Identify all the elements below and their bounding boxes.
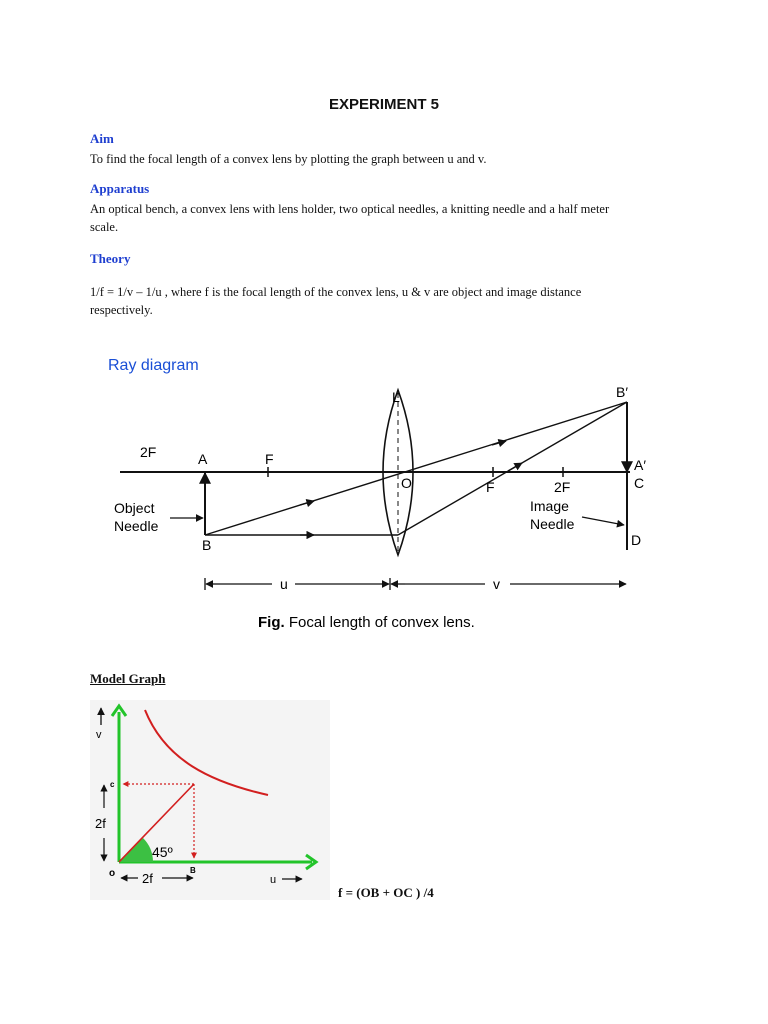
ray-diagram-figure	[90, 345, 670, 640]
figure-caption-bold: Fig.	[258, 614, 285, 631]
graph-label-angle: 45º	[152, 844, 173, 860]
label-u: u	[280, 576, 288, 592]
central-ray-arrow-1	[300, 501, 314, 505]
label-o: O	[401, 475, 412, 491]
graph-background	[90, 700, 330, 900]
label-a-prime: A′	[634, 457, 646, 473]
image-needle-label-2: Needle	[530, 516, 575, 532]
label-f-left: F	[265, 451, 274, 467]
label-v: v	[493, 576, 500, 592]
graph-label-v: v	[96, 729, 102, 741]
model-graph-heading: Model Graph	[90, 671, 166, 686]
graph-label-2f-horizontal: 2f	[142, 871, 153, 886]
aim-text: To find the focal length of a convex lens by plotting the graph between u and v.	[90, 152, 487, 166]
label-b-prime: B′	[616, 384, 628, 400]
label-f-right: F	[486, 479, 495, 495]
graph-label-b: B	[190, 866, 196, 875]
apparatus-heading: Apparatus	[90, 181, 150, 196]
figure-caption	[258, 614, 475, 631]
ray-diagram-heading: Ray diagram	[108, 357, 199, 374]
label-2f-left: 2F	[140, 444, 157, 460]
image-needle-label-1: Image	[530, 498, 569, 514]
apparatus-text-line1: An optical bench, a convex lens with lens holder, two optical needles, a knitting needle and a half meter	[90, 202, 610, 216]
label-a: A	[198, 451, 208, 467]
page-title: EXPERIMENT 5	[328, 96, 440, 113]
image-needle-pointer	[582, 517, 624, 525]
theory-text-line2: respectively.	[90, 303, 153, 317]
graph-label-2f-vertical: 2f	[95, 816, 106, 831]
apparatus-text-line2: scale.	[90, 220, 119, 234]
label-d: D	[631, 532, 642, 548]
graph-label-o: o	[109, 868, 116, 879]
focal-length-formula: f = (OB + OC ) /4	[338, 885, 434, 900]
label-c: C	[634, 475, 645, 491]
graph-label-u: u	[270, 874, 277, 886]
central-ray-arrow-2	[492, 441, 506, 445]
object-needle-label-1: Object	[114, 500, 155, 516]
model-graph	[90, 700, 330, 900]
theory-heading: Theory	[90, 251, 131, 266]
label-2f-right: 2F	[554, 479, 571, 495]
object-needle-label-2: Needle	[114, 518, 159, 534]
figure-caption-text: Focal length of convex lens.	[284, 614, 475, 631]
label-l: L	[392, 389, 400, 405]
aim-heading: Aim	[90, 131, 114, 146]
theory-text-line1: 1/f = 1/v – 1/u , where f is the focal length of the convex lens, u & v are object and image distance	[90, 285, 582, 299]
refracted-ray-arrow	[508, 463, 522, 471]
graph-label-c: c	[110, 780, 115, 789]
label-b: B	[202, 537, 212, 553]
